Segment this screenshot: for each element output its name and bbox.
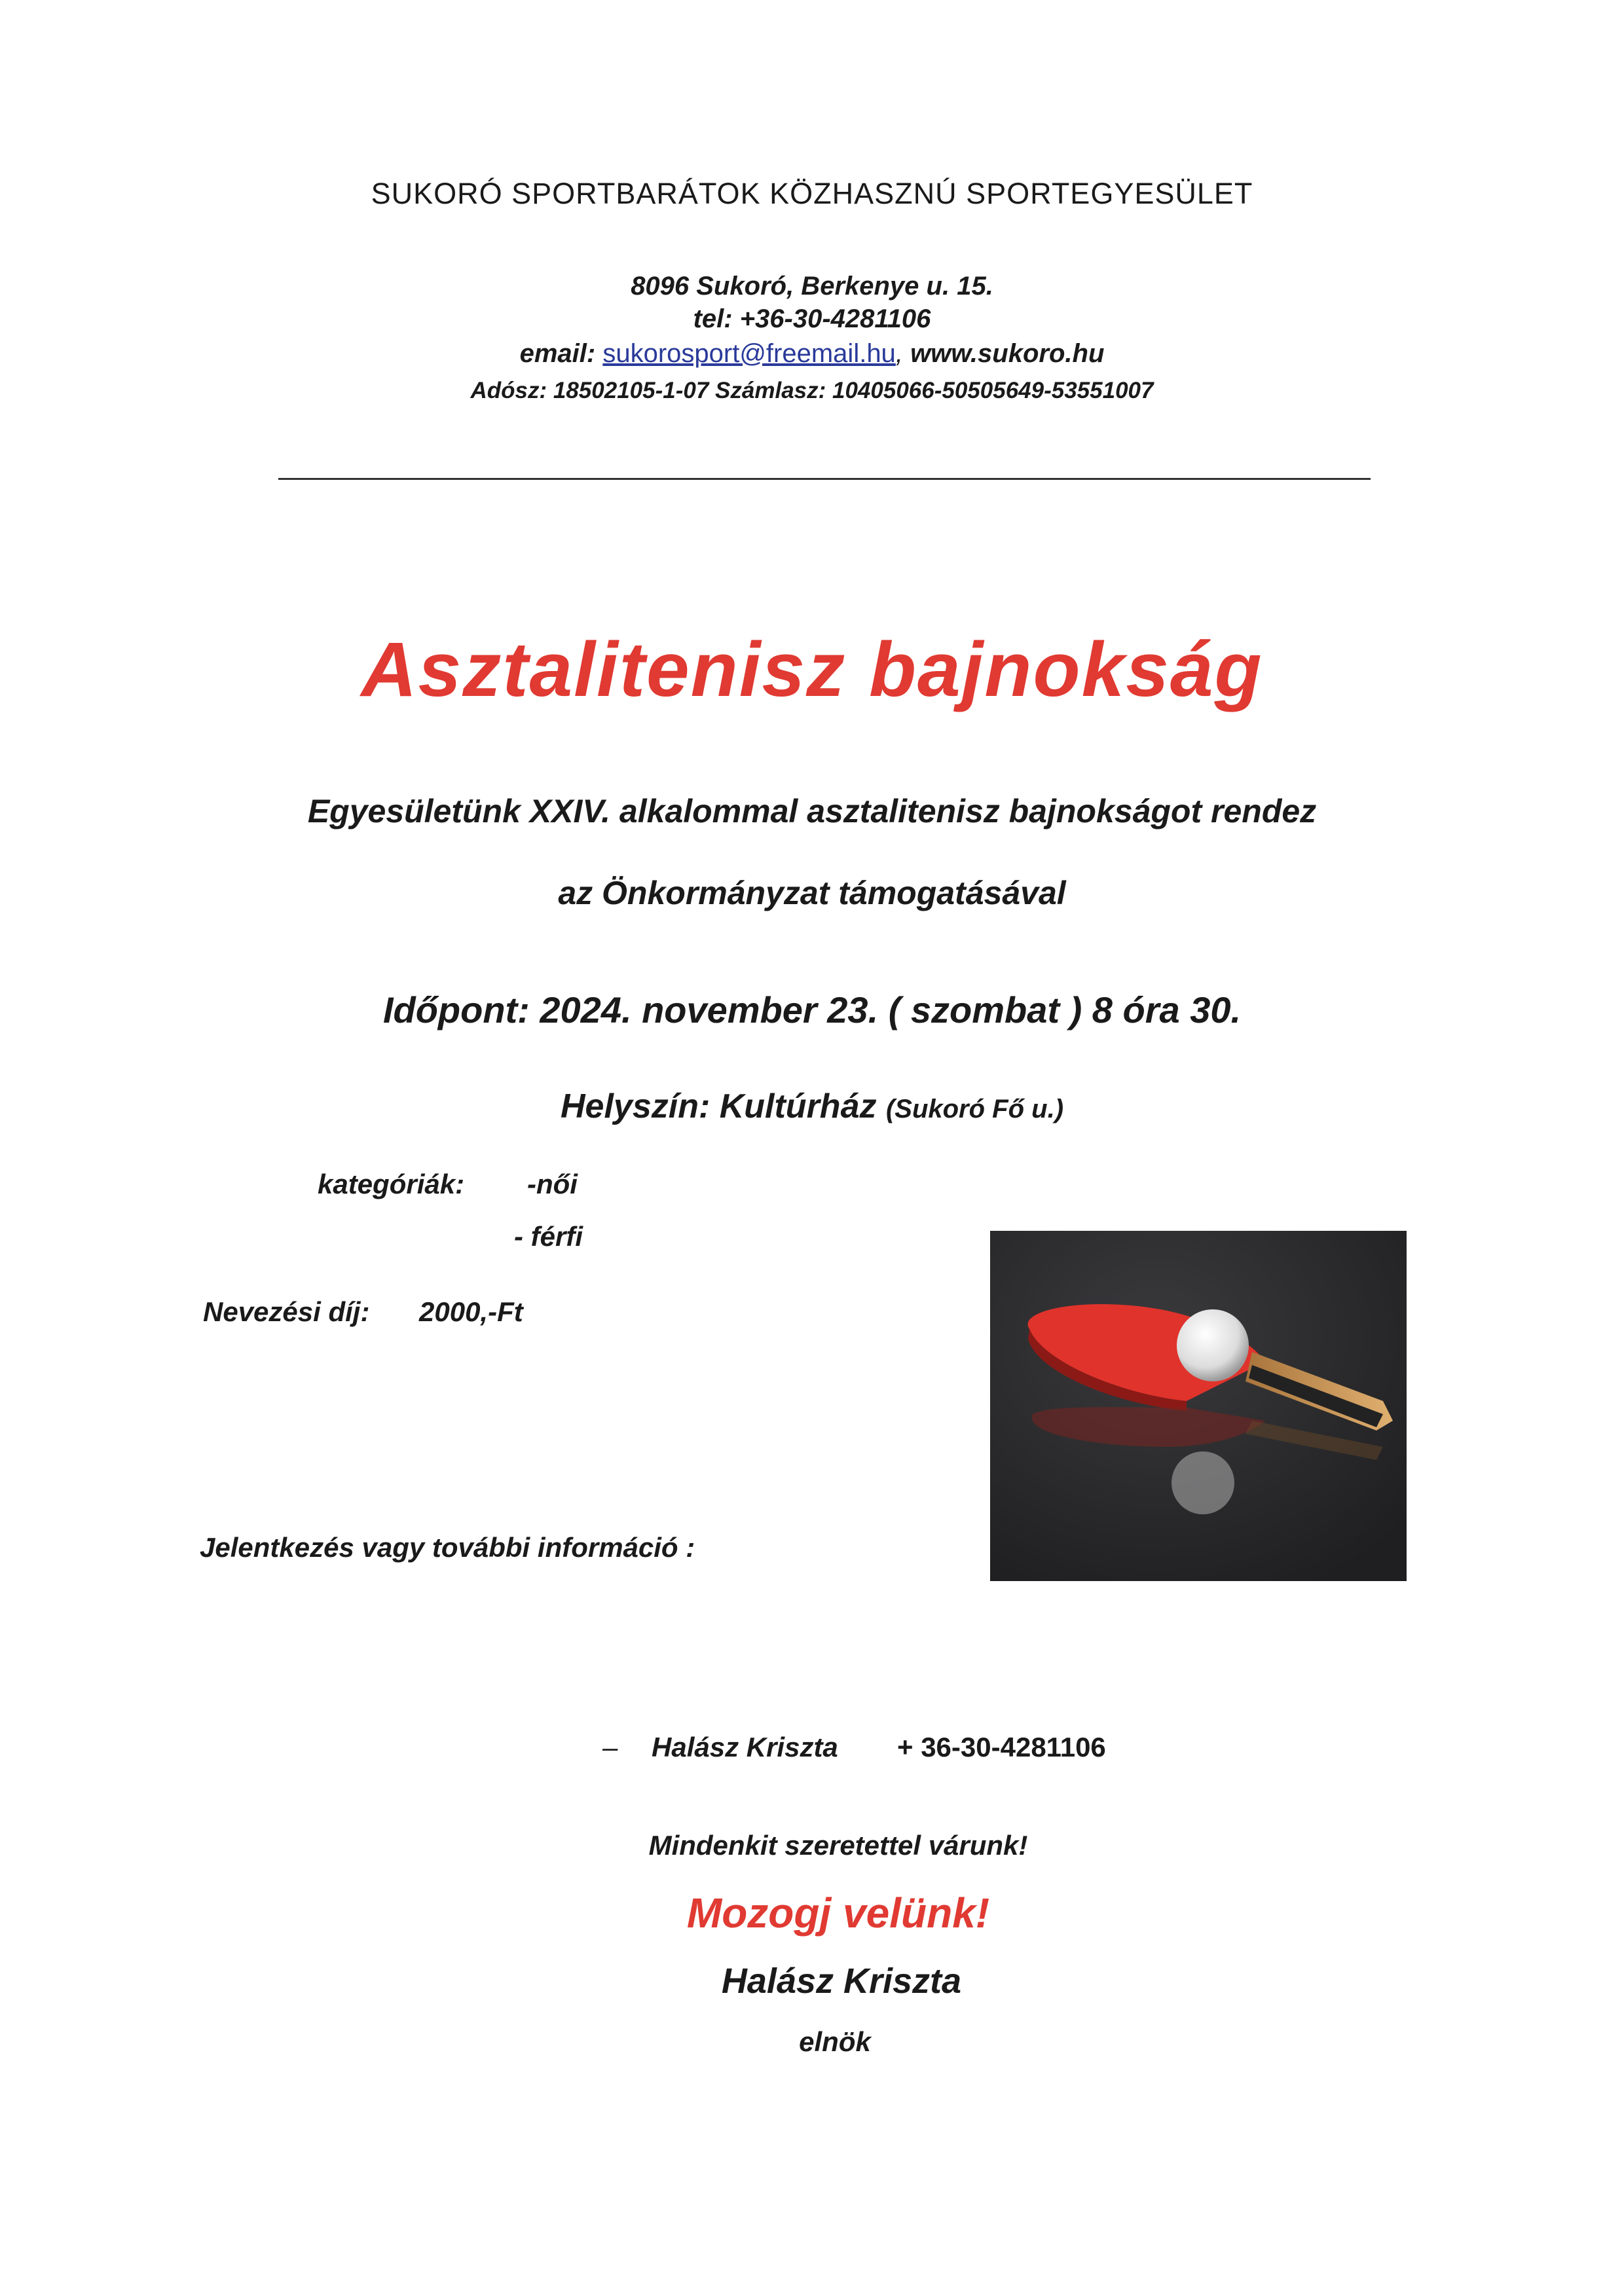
fee-label: Nevezési díj:: [203, 1296, 370, 1327]
email-line: [0, 339, 1624, 369]
table-tennis-photo: [990, 1231, 1407, 1581]
organization-name: SUKORÓ SPORTBARÁTOK KÖZHASZNÚ SPORTEGYESÜLET: [371, 177, 1253, 210]
header-divider: [278, 478, 1371, 480]
event-date: Időpont: 2024. november 23. ( szombat ) 8 óra 30.: [382, 989, 1242, 1030]
intro-line-2: az Önkormányzat támogatásával: [558, 875, 1066, 911]
categories-label: kategóriák:: [318, 1169, 465, 1199]
contact-phone: + 36-30-4281106: [897, 1732, 1106, 1762]
email-separator: ,: [895, 339, 903, 368]
website-link[interactable]: www.sukoro.hu: [910, 339, 1105, 368]
organization-phone: tel: +36-30-4281106: [693, 304, 931, 333]
welcome-message: Mindenkit szeretettel várunk!: [648, 1830, 1028, 1861]
application-info: Jelentkezés vagy további információ :: [200, 1532, 695, 1563]
ping-pong-paddle-icon: [990, 1231, 1407, 1581]
organization-address: 8096 Sukoró, Berkenye u. 15.: [631, 272, 993, 301]
intro-line-1: Egyesületünk XXIV. alkalommal asztalitenisz bajnokságot rendez: [307, 793, 1317, 829]
tax-info: Adósz: 18502105-1-07 Számlasz: 10405066-50505649-53551007: [470, 378, 1154, 403]
page-title: Asztalitenisz bajnokság: [361, 627, 1263, 713]
venue-main: Helyszín: Kultúrház: [560, 1087, 877, 1125]
signer-name: Halász Kriszta: [721, 1961, 962, 2001]
email-link[interactable]: sukorosport@freemail.hu: [602, 339, 896, 368]
contact-bullet: –: [602, 1732, 618, 1762]
event-venue: [0, 1087, 1624, 1126]
slogan: Mozogj velünk!: [686, 1889, 990, 1937]
category-item: - férfi: [514, 1221, 583, 1252]
venue-detail: (Sukoró Fő u.): [885, 1095, 1064, 1123]
email-label: email:: [519, 339, 596, 368]
category-item: -női: [527, 1169, 578, 1199]
signer-role: elnök: [799, 2026, 871, 2057]
contact-name: Halász Kriszta: [652, 1732, 838, 1762]
fee-value: 2000,-Ft: [419, 1296, 523, 1327]
